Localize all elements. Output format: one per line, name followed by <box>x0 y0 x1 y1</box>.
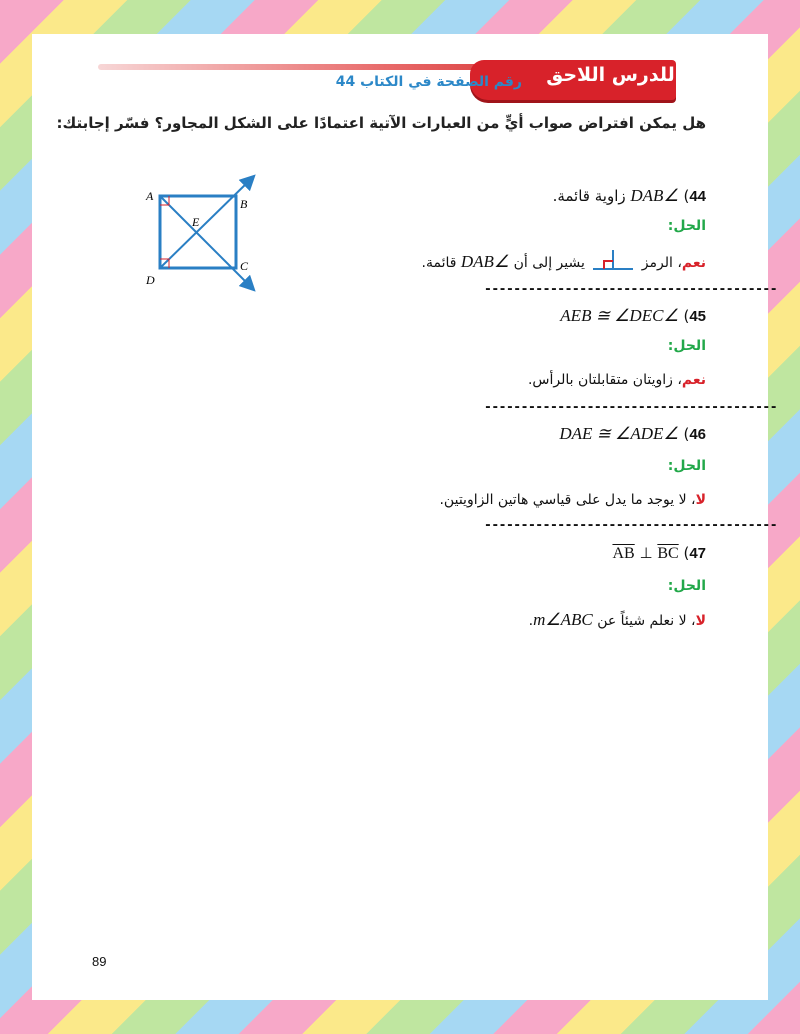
label-c: C <box>240 259 249 273</box>
segment-bc: $\overline{BC}$ <box>657 545 679 562</box>
label-a: A <box>146 189 154 203</box>
answer-46 <box>439 492 706 508</box>
item-number: 46 <box>689 426 706 443</box>
page <box>32 34 778 1000</box>
separator-line: ---------------------------------------- <box>484 400 778 415</box>
answer-math: m∠ABC <box>533 610 593 629</box>
item-44: 44) ∠DAB زاوية قائمة. <box>552 186 706 205</box>
solution-label: الحل: <box>667 458 706 474</box>
answer-text: ، لا يوجد ما يدل على قياسي هاتين الزاويتين. <box>439 492 696 508</box>
solution-label: الحل: <box>667 218 706 234</box>
perpendicular-symbol: ⊥ <box>639 544 653 562</box>
answer-word: نعم <box>681 372 706 388</box>
label-e: E <box>192 215 200 229</box>
item-47: 47) $\overline{AB}$ ⊥ $\overline{BC}$ <box>612 544 706 562</box>
page-number: 89 <box>92 954 107 969</box>
solution-label: الحل: <box>667 578 706 594</box>
answer-word: لا <box>695 492 706 508</box>
answer-text: ، لا نعلم شيئاً عن <box>597 613 696 629</box>
statement-math: ∠DAB <box>630 186 679 205</box>
item-45: 45) ∠AEB ≅ ∠DEC <box>560 306 706 325</box>
answer-end: . <box>528 613 534 629</box>
answer-word: نعم <box>681 255 706 271</box>
answer-44 <box>422 250 706 276</box>
answer-text-1: ، الرمز <box>641 255 682 271</box>
statement-text: زاوية قائمة. <box>552 187 626 205</box>
answer-45 <box>528 372 706 388</box>
question-text: هل يمكن افتراض صواب أيٍّ من العبارات الآتية اعتمادًا على الشكل المجاور؟ فسّر إجابتك: <box>56 114 706 132</box>
square-figure <box>140 180 260 299</box>
label-b: B <box>240 197 248 211</box>
answer-math: ∠DAB <box>460 252 510 271</box>
item-number: 47 <box>689 545 706 562</box>
book-page-reference: رقم الصفحة في الكتاب 44 <box>335 74 522 90</box>
solution-label: الحل: <box>667 338 706 354</box>
answer-text-2: يشير إلى أن <box>513 255 585 271</box>
separator-line: ---------------------------------------- <box>484 282 778 297</box>
answer-text-3: قائمة. <box>421 255 457 271</box>
segment-ab: $\overline{AB}$ <box>612 545 635 562</box>
item-number: 45 <box>689 308 706 325</box>
answer-word: لا <box>695 613 706 629</box>
right-angle-symbol-icon <box>593 250 633 276</box>
label-d: D <box>146 273 155 287</box>
statement-math: ∠AEB ≅ ∠DEC <box>560 306 679 325</box>
separator-line: ---------------------------------------- <box>484 518 778 533</box>
item-number: 44 <box>689 188 706 205</box>
banner-title: استعد للدرس اللاحق <box>546 64 736 86</box>
answer-47 <box>529 610 706 630</box>
item-46: 46) ∠DAE ≅ ∠ADE <box>559 424 706 443</box>
answer-text: ، زاويتان متقابلتان بالرأس. <box>527 372 682 388</box>
statement-math: ∠DAE ≅ ∠ADE <box>559 424 679 443</box>
